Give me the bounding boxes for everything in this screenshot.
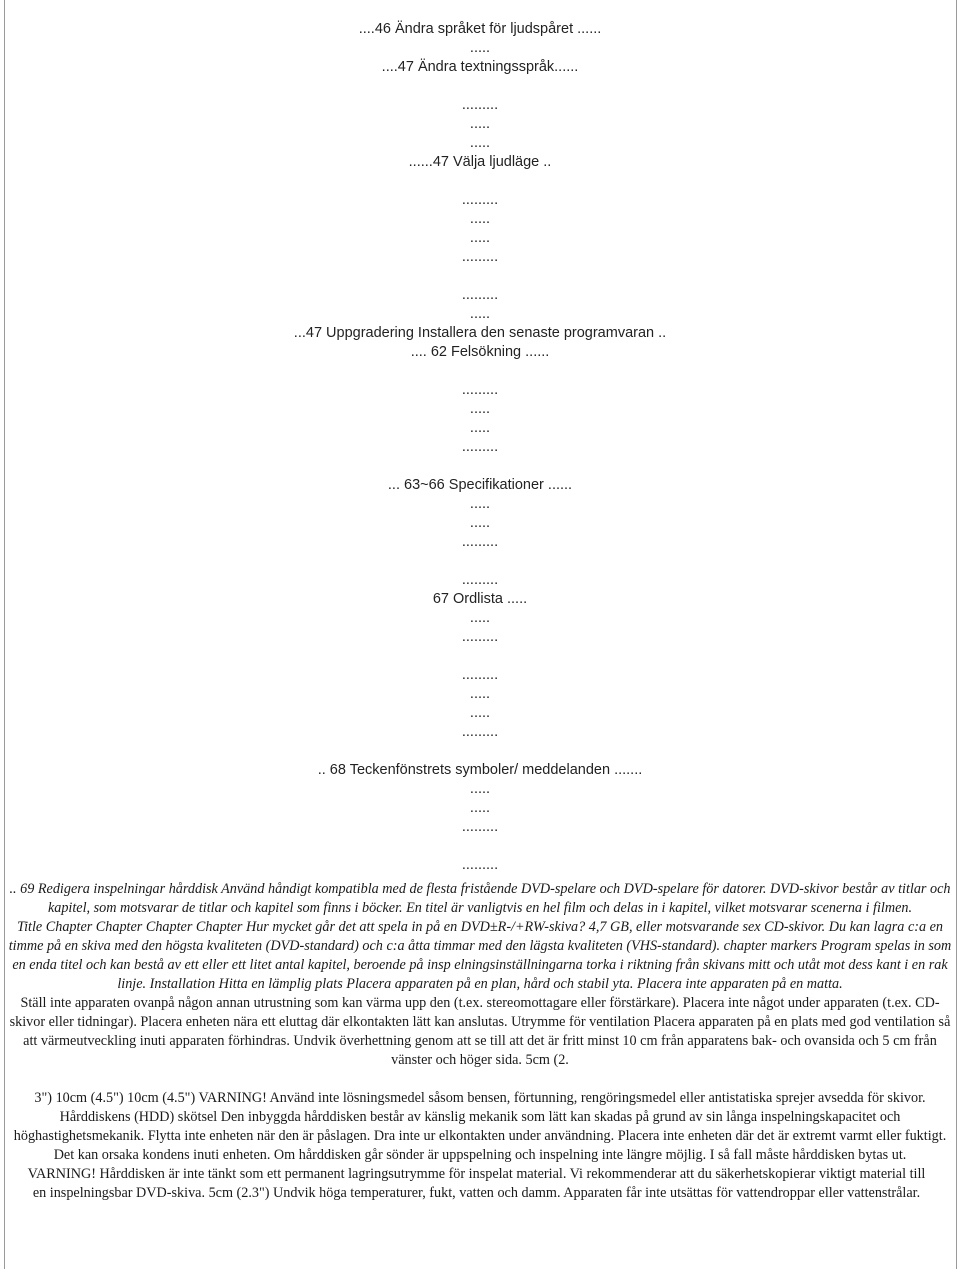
toc-line: .....	[469, 610, 491, 626]
toc-line: .....	[469, 40, 491, 56]
toc-line: .........	[461, 287, 499, 303]
toc-line: .. 68 Teckenfönstrets symboler/ meddelanden .......	[317, 762, 643, 778]
toc-line: .........	[461, 97, 499, 113]
toc-gap	[0, 267, 960, 286]
toc-line: ....47 Ändra textningsspråk......	[381, 59, 579, 75]
toc-line: .....	[469, 705, 491, 721]
toc-line: .........	[461, 857, 499, 873]
toc-line: .....	[469, 230, 491, 246]
paragraph-placering: Ställ inte apparaten ovanpå någon annan utrustning som kan värma upp den (t.ex. stereomottagare eller förstärkare). Placera inte något under apparaten (t.ex. CD-skivor eller tidningar). Placera enheten nära ett eluttag där elkontakten lätt kan anslutas. Utrymme för ventilation Placera apparaten på en plats med god ventilation så att värmeutveckling inuti apparaten förhindras. Undvik överhettning genom att se till att det är fritt minst 10 cm från apparatens bak- och ovansida och 5 cm från vänster och höger sida. 5cm (2.	[9, 995, 951, 1068]
toc-line: 67 Ordlista .....	[432, 591, 528, 607]
toc-line: .....	[469, 116, 491, 132]
paragraph-spacer	[7, 1070, 953, 1089]
paragraph-title-chapter: Title Chapter Chapter Chapter Chapter Hur mycket går det att spela in på en DVD±R-/+RW-skiva? 4,7 GB, eller motsvarande sex CD-skivor. Du kan lagra c:a en timme på en skiva med den högsta kvaliteten (DVD-standard) och c:a åtta timmar med den lägsta kvaliteten (VHS-standard). chapter markers Program spelas in som en enda titel och kan bestå av ett eller ett litet antal kapitel, beroende på insp elningsinställningarna torka i riktning från skivans mitt och utåt mot dess kant i en rak linje. Installation Hitta en lämplig plats Placera apparaten på en plan, hård och stabil yta. Placera inte apparaten på en matta.	[8, 919, 952, 992]
toc-line: .....	[469, 211, 491, 227]
toc-line: .........	[461, 192, 499, 208]
paragraph-varning-hdd: 3") 10cm (4.5") 10cm (4.5") VARNING! Använd inte lösningsmedel såsom bensen, förtunning, rengöringsmedel eller antistatiska sprejer avsedda för skivor. Hårddiskens (HDD) skötsel Den inbyggda hårddisken består av känslig mekanik som lätt kan skadas på grund av sin långa inspelningskapacitet och höghastighetsmekanik. Flytta inte enheten när den är påslagen. Dra inte ur elkontakten under användning. Placera inte enheten där det är extremt varmt eller fuktigt. Det kan orsaka kondens inuti enheten. Om hårddisken går sönder är uppspelning och inspelning inte längre möjlig. I så fall måste hårddisken bytas ut.	[13, 1090, 947, 1163]
toc-gap	[0, 362, 960, 381]
toc-line: .... 62 Felsökning ......	[410, 344, 550, 360]
toc-line: .....	[469, 135, 491, 151]
toc-line: ....46 Ändra språket för ljudspåret ......	[358, 21, 602, 37]
paragraph-varning-line-1: VARNING! Hårddisken är inte tänkt som ett permanent lagringsutrymme för inspelat material. Vi rekommenderar att du säkerhetskopierar viktigt material till	[27, 1166, 926, 1182]
toc-line: .........	[461, 819, 499, 835]
toc-line: .........	[461, 439, 499, 455]
toc-line: .....	[469, 515, 491, 531]
toc-line: .....	[469, 781, 491, 797]
toc-line: .....	[469, 420, 491, 436]
toc-line: .....	[469, 401, 491, 417]
table-of-contents	[0, 20, 960, 875]
toc-gap	[0, 77, 960, 96]
toc-line: .........	[461, 572, 499, 588]
paragraph-redigera-inspelningar: .. 69 Redigera inspelningar hårddisk Använd håndigt kompatibla med de flesta fristående DVD-spelare och DVD-spelare för datorer. DVD-skivor består av titlar och kapitel, som motsvarar de titlar och kapitel som finns i böcker. En titel är vanligtvis en hel film och delas in i kapitel, vilket motsvarar scenerna i filmen.	[9, 881, 951, 916]
toc-line: .....	[469, 800, 491, 816]
toc-line: ...47 Uppgradering Installera den senaste programvaran ..	[293, 325, 667, 341]
toc-gap	[0, 172, 960, 191]
toc-line: .....	[469, 496, 491, 512]
toc-line: .........	[461, 534, 499, 550]
toc-line: .....	[469, 686, 491, 702]
toc-gap	[0, 457, 960, 476]
toc-line: .........	[461, 667, 499, 683]
toc-line: .........	[461, 382, 499, 398]
toc-line: .....	[469, 306, 491, 322]
toc-gap	[0, 742, 960, 761]
toc-line: ......47 Välja ljudläge ..	[408, 154, 552, 170]
document-body	[7, 880, 953, 1203]
paragraph-varning-line-2: en inspelningsbar DVD-skiva. 5cm (2.3") Undvik höga temperaturer, fukt, vatten och damm. Apparaten får inte utsättas för vattendroppar eller vattenstrålar.	[32, 1185, 921, 1201]
toc-gap	[0, 647, 960, 666]
toc-gap	[0, 837, 960, 856]
toc-gap	[0, 552, 960, 571]
toc-line: .........	[461, 629, 499, 645]
toc-line: .........	[461, 249, 499, 265]
toc-line: .........	[461, 724, 499, 740]
toc-line: ... 63~66 Specifikationer ......	[387, 477, 573, 493]
